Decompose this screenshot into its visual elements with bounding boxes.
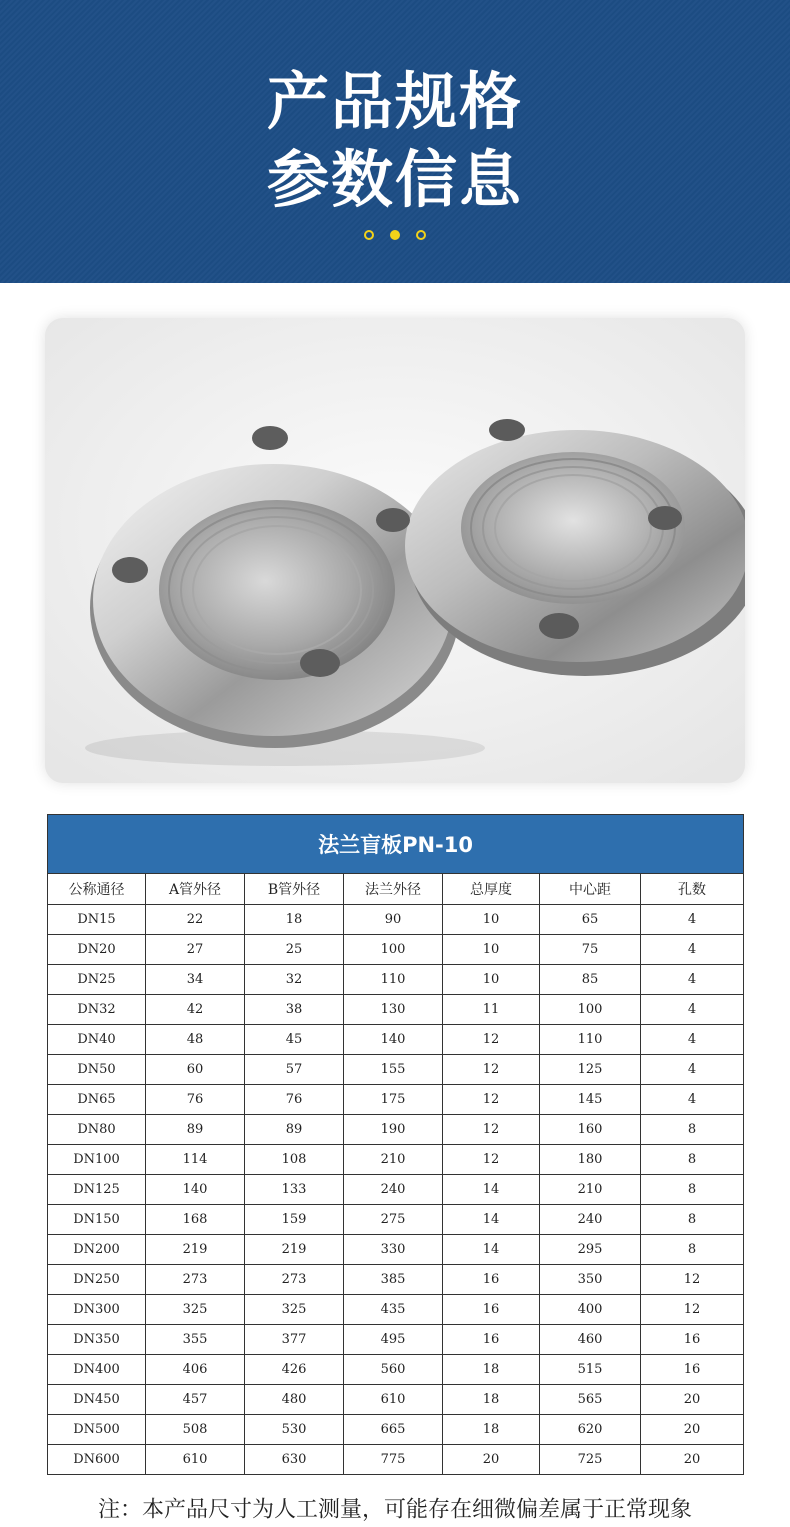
table-cell: 89 — [245, 1115, 344, 1145]
table-cell: 180 — [540, 1145, 641, 1175]
column-header: 中心距 — [540, 874, 641, 905]
table-cell: 110 — [540, 1025, 641, 1055]
table-cell: 100 — [540, 995, 641, 1025]
flange-blind-plate-icon — [45, 318, 745, 783]
table-cell: DN125 — [48, 1175, 146, 1205]
table-cell: 273 — [146, 1265, 245, 1295]
table-cell: 75 — [540, 935, 641, 965]
table-cell: 45 — [245, 1025, 344, 1055]
table-cell: 125 — [540, 1055, 641, 1085]
table-cell: 4 — [641, 905, 744, 935]
table-row — [48, 1145, 744, 1175]
table-cell: 20 — [641, 1445, 744, 1475]
table-row — [48, 1355, 744, 1385]
table-cell: 20 — [641, 1415, 744, 1445]
table-cell: 133 — [245, 1175, 344, 1205]
table-row — [48, 1415, 744, 1445]
table-cell: 38 — [245, 995, 344, 1025]
table-row — [48, 1055, 744, 1085]
table-cell: DN15 — [48, 905, 146, 935]
table-cell: 20 — [641, 1385, 744, 1415]
table-cell: 76 — [146, 1085, 245, 1115]
table-cell: 12 — [641, 1295, 744, 1325]
table-row — [48, 1445, 744, 1475]
table-row — [48, 1115, 744, 1145]
table-cell: 160 — [540, 1115, 641, 1145]
table-cell: 18 — [245, 905, 344, 935]
table-cell: 42 — [146, 995, 245, 1025]
table-cell: DN50 — [48, 1055, 146, 1085]
table-cell: 114 — [146, 1145, 245, 1175]
table-cell: 325 — [146, 1295, 245, 1325]
table-cell: 10 — [443, 965, 540, 995]
table-cell: 725 — [540, 1445, 641, 1475]
table-cell: 85 — [540, 965, 641, 995]
table-cell: 8 — [641, 1235, 744, 1265]
table-cell: 110 — [344, 965, 443, 995]
table-cell: 27 — [146, 935, 245, 965]
table-cell: DN100 — [48, 1145, 146, 1175]
dot-icon-active — [390, 230, 400, 240]
table-cell: DN200 — [48, 1235, 146, 1265]
table-cell: 4 — [641, 995, 744, 1025]
page-title-line1: 产品规格 — [266, 65, 523, 138]
table-row — [48, 1325, 744, 1355]
table-row — [48, 1265, 744, 1295]
table-cell: DN25 — [48, 965, 146, 995]
table-cell: DN32 — [48, 995, 146, 1025]
table-caption: 法兰盲板PN-10 — [48, 815, 744, 874]
table-header-row — [48, 874, 744, 905]
table-cell: 610 — [146, 1445, 245, 1475]
table-cell: 275 — [344, 1205, 443, 1235]
table-cell: 12 — [443, 1055, 540, 1085]
table-cell: 665 — [344, 1415, 443, 1445]
footnote: 注：本产品尺寸为人工测量，可能存在细微偏差属于正常现象 — [97, 1497, 692, 1523]
table-row — [48, 1235, 744, 1265]
table-cell: 18 — [443, 1355, 540, 1385]
table-cell: 34 — [146, 965, 245, 995]
table-cell: DN300 — [48, 1295, 146, 1325]
table-cell: 273 — [245, 1265, 344, 1295]
table-cell: 190 — [344, 1115, 443, 1145]
table-cell: 16 — [641, 1325, 744, 1355]
table-cell: 16 — [641, 1355, 744, 1385]
table-cell: 11 — [443, 995, 540, 1025]
table-cell: 14 — [443, 1235, 540, 1265]
table-cell: 385 — [344, 1265, 443, 1295]
table-cell: DN65 — [48, 1085, 146, 1115]
table-cell: DN350 — [48, 1325, 146, 1355]
table-cell: 18 — [443, 1415, 540, 1445]
table-row — [48, 1295, 744, 1325]
table-cell: 219 — [146, 1235, 245, 1265]
table-cell: 14 — [443, 1175, 540, 1205]
table-cell: DN500 — [48, 1415, 146, 1445]
table-cell: 8 — [641, 1175, 744, 1205]
column-header: 法兰外径 — [344, 874, 443, 905]
table-cell: 20 — [443, 1445, 540, 1475]
table-cell: 4 — [641, 935, 744, 965]
table-cell: 610 — [344, 1385, 443, 1415]
table-cell: 350 — [540, 1265, 641, 1295]
table-cell: 12 — [443, 1025, 540, 1055]
table-cell: 22 — [146, 905, 245, 935]
table-cell: 140 — [146, 1175, 245, 1205]
table-cell: 57 — [245, 1055, 344, 1085]
table-cell: 565 — [540, 1385, 641, 1415]
table-cell: 4 — [641, 965, 744, 995]
table-cell: 240 — [344, 1175, 443, 1205]
table-row — [48, 1175, 744, 1205]
table-cell: 210 — [344, 1145, 443, 1175]
table-cell: 495 — [344, 1325, 443, 1355]
table-cell: 65 — [540, 905, 641, 935]
table-cell: DN150 — [48, 1205, 146, 1235]
table-row — [48, 1385, 744, 1415]
table-cell: 10 — [443, 935, 540, 965]
table-cell: 210 — [540, 1175, 641, 1205]
table-cell: 355 — [146, 1325, 245, 1355]
table-cell: 480 — [245, 1385, 344, 1415]
table-cell: DN40 — [48, 1025, 146, 1055]
table-cell: 460 — [540, 1325, 641, 1355]
table-cell: 108 — [245, 1145, 344, 1175]
table-cell: 14 — [443, 1205, 540, 1235]
table-cell: 530 — [245, 1415, 344, 1445]
table-cell: DN250 — [48, 1265, 146, 1295]
table-cell: 12 — [443, 1115, 540, 1145]
column-header: 公称通径 — [48, 874, 146, 905]
table-cell: 76 — [245, 1085, 344, 1115]
table-cell: 508 — [146, 1415, 245, 1445]
table-row — [48, 905, 744, 935]
table-cell: 330 — [344, 1235, 443, 1265]
table-row — [48, 995, 744, 1025]
table-cell: DN400 — [48, 1355, 146, 1385]
table-cell: 60 — [146, 1055, 245, 1085]
table-cell: 18 — [443, 1385, 540, 1415]
spec-table — [47, 814, 744, 1475]
table-cell: 100 — [344, 935, 443, 965]
table-cell: 377 — [245, 1325, 344, 1355]
table-cell: 175 — [344, 1085, 443, 1115]
table-cell: 32 — [245, 965, 344, 995]
table-cell: 219 — [245, 1235, 344, 1265]
table-cell: 12 — [443, 1145, 540, 1175]
table-cell: DN450 — [48, 1385, 146, 1415]
table-cell: 48 — [146, 1025, 245, 1055]
table-cell: 10 — [443, 905, 540, 935]
column-header: A管外径 — [146, 874, 245, 905]
table-cell: 630 — [245, 1445, 344, 1475]
column-header: 总厚度 — [443, 874, 540, 905]
table-cell: 159 — [245, 1205, 344, 1235]
table-cell: 168 — [146, 1205, 245, 1235]
table-row — [48, 935, 744, 965]
table-cell: 90 — [344, 905, 443, 935]
table-row — [48, 1025, 744, 1055]
table-row — [48, 965, 744, 995]
table-cell: 4 — [641, 1085, 744, 1115]
table-row — [48, 1085, 744, 1115]
dot-icon — [364, 230, 374, 240]
column-header: 孔数 — [641, 874, 744, 905]
table-cell: 89 — [146, 1115, 245, 1145]
page-title-line2: 参数信息 — [266, 143, 523, 216]
table-cell: 12 — [641, 1265, 744, 1295]
table-cell: 16 — [443, 1265, 540, 1295]
table-cell: DN600 — [48, 1445, 146, 1475]
table-cell: 775 — [344, 1445, 443, 1475]
table-cell: 406 — [146, 1355, 245, 1385]
table-cell: 325 — [245, 1295, 344, 1325]
table-cell: 435 — [344, 1295, 443, 1325]
table-cell: 426 — [245, 1355, 344, 1385]
table-cell: 16 — [443, 1325, 540, 1355]
header-banner — [0, 0, 790, 283]
table-cell: 12 — [443, 1085, 540, 1115]
table-cell: DN80 — [48, 1115, 146, 1145]
table-cell: 16 — [443, 1295, 540, 1325]
table-cell: 8 — [641, 1205, 744, 1235]
column-header: B管外径 — [245, 874, 344, 905]
table-cell: 240 — [540, 1205, 641, 1235]
product-photo — [45, 318, 745, 783]
table-cell: 295 — [540, 1235, 641, 1265]
table-cell: 145 — [540, 1085, 641, 1115]
table-cell: 4 — [641, 1025, 744, 1055]
dot-icon — [416, 230, 426, 240]
decorative-dots — [0, 230, 790, 240]
table-cell: 620 — [540, 1415, 641, 1445]
table-cell: 25 — [245, 935, 344, 965]
table-cell: DN20 — [48, 935, 146, 965]
table-cell: 140 — [344, 1025, 443, 1055]
table-cell: 130 — [344, 995, 443, 1025]
table-row — [48, 1205, 744, 1235]
table-cell: 8 — [641, 1145, 744, 1175]
table-cell: 515 — [540, 1355, 641, 1385]
table-cell: 457 — [146, 1385, 245, 1415]
table-cell: 155 — [344, 1055, 443, 1085]
table-cell: 8 — [641, 1115, 744, 1145]
table-cell: 4 — [641, 1055, 744, 1085]
table-cell: 400 — [540, 1295, 641, 1325]
table-cell: 560 — [344, 1355, 443, 1385]
